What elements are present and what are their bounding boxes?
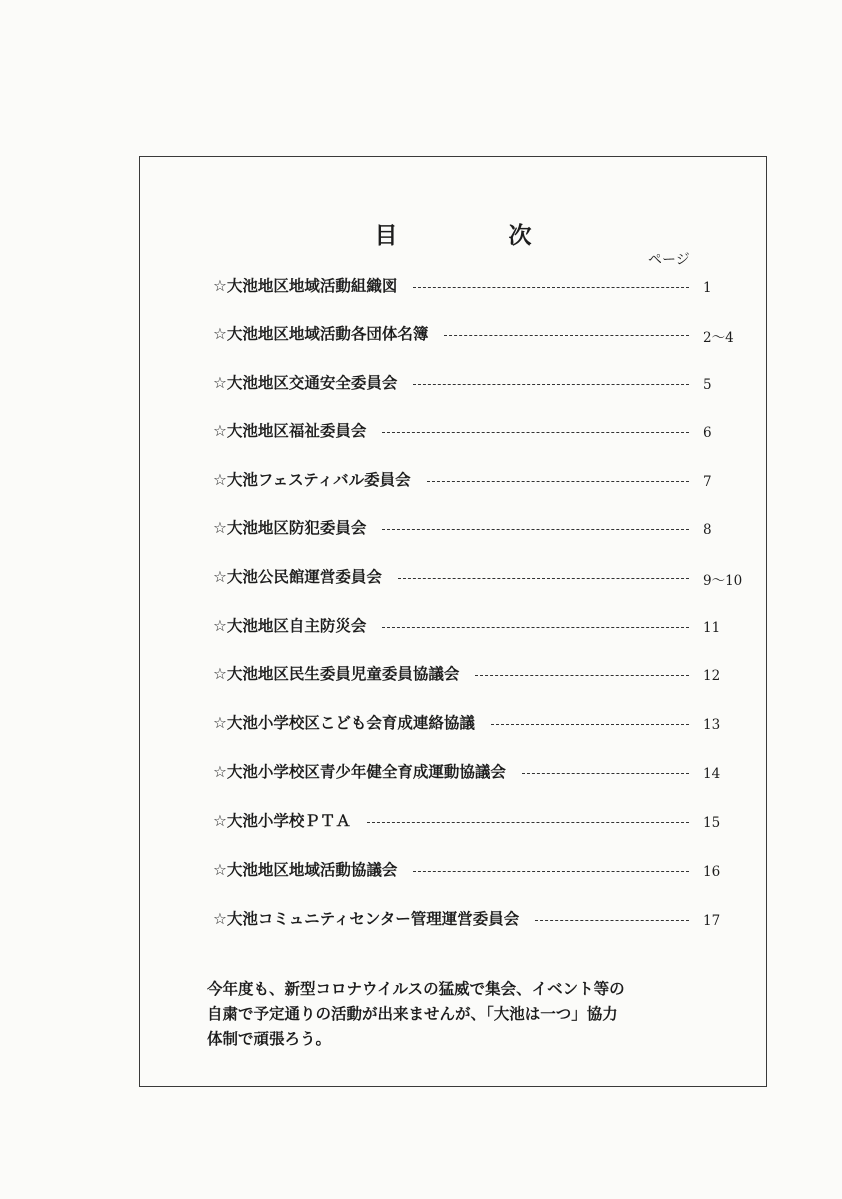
toc-item-page: 8: [703, 521, 712, 538]
note-line: 今年度も、新型コロナウイルスの猛威で集会、イベント等の: [207, 980, 625, 998]
toc-item-page: 6: [703, 424, 712, 441]
closing-note: [207, 977, 727, 1052]
toc-item-name: ☆大池小学校ＰＴＡ: [213, 812, 351, 830]
toc-row: [213, 418, 743, 442]
toc-item-page: 5: [703, 376, 712, 393]
toc-leader: [475, 675, 689, 676]
toc-leader: [398, 578, 689, 579]
page-title: 目 次: [374, 223, 576, 249]
toc-item-page: 11: [703, 619, 721, 636]
toc-row: [213, 906, 743, 930]
toc-item-page: 9～10: [703, 572, 743, 589]
toc-item-page: 14: [703, 765, 721, 782]
toc-item-name: ☆大池公民館運営委員会: [213, 568, 382, 586]
toc-leader: [491, 724, 689, 725]
page-column-label: ページ: [648, 252, 690, 268]
toc-item-name: ☆大池地区福祉委員会: [213, 422, 367, 440]
toc-item-page: 13: [703, 716, 721, 733]
toc-leader: [444, 335, 689, 336]
toc-leader: [367, 822, 689, 823]
toc-leader: [413, 871, 689, 872]
toc-item-name: ☆大池地区防犯委員会: [213, 519, 367, 537]
toc-item-page: 2～4: [703, 329, 734, 346]
toc-item-name: ☆大池地区地域活動組織図: [213, 277, 398, 295]
toc-row: [213, 515, 743, 539]
toc-row: [213, 467, 743, 491]
toc-row: [213, 808, 743, 832]
toc-item-page: 7: [703, 473, 712, 490]
toc-leader: [382, 432, 689, 433]
toc-item-page: 16: [703, 863, 721, 880]
toc-leader: [522, 773, 689, 774]
toc-leader: [413, 384, 689, 385]
toc-item-page: 1: [703, 279, 712, 296]
note-line: 体制で頑張ろう。: [207, 1030, 332, 1048]
toc-row: [213, 857, 743, 881]
toc-row: [213, 273, 743, 297]
toc-item-name: ☆大池小学校区こども会育成連絡協議: [213, 714, 475, 732]
toc-item-name: ☆大池地区地域活動各団体名簿: [213, 325, 429, 343]
toc-item-name: ☆大池地区民生委員児童委員協議会: [213, 665, 460, 683]
toc-leader: [535, 920, 689, 921]
toc-item-name: ☆大池フェスティバル委員会: [213, 471, 411, 489]
toc-row: [213, 370, 743, 394]
toc-leader: [382, 529, 689, 530]
toc-row: [213, 759, 743, 783]
toc-row: [213, 710, 743, 734]
toc-item-page: 12: [703, 667, 721, 684]
toc-item-name: ☆大池地区自主防災会: [213, 617, 367, 635]
toc-item-name: ☆大池コミュニティセンター管理運営委員会: [213, 910, 520, 928]
toc-row: [213, 564, 743, 588]
toc-row: [213, 661, 743, 685]
note-line: 自粛で予定通りの活動が出来ませんが、「大池は一つ」協力: [207, 1005, 618, 1023]
toc-item-page: 17: [703, 912, 721, 929]
document-frame: [139, 156, 767, 1087]
toc-item-name: ☆大池小学校区青少年健全育成運動協議会: [213, 763, 506, 781]
toc-leader: [382, 627, 689, 628]
toc-item-page: 15: [703, 814, 721, 831]
toc-item-name: ☆大池地区地域活動協議会: [213, 861, 398, 879]
toc-row: [213, 321, 743, 345]
toc-item-name: ☆大池地区交通安全委員会: [213, 374, 398, 392]
toc-leader: [413, 287, 689, 288]
toc-leader: [427, 481, 689, 482]
toc-row: [213, 613, 743, 637]
